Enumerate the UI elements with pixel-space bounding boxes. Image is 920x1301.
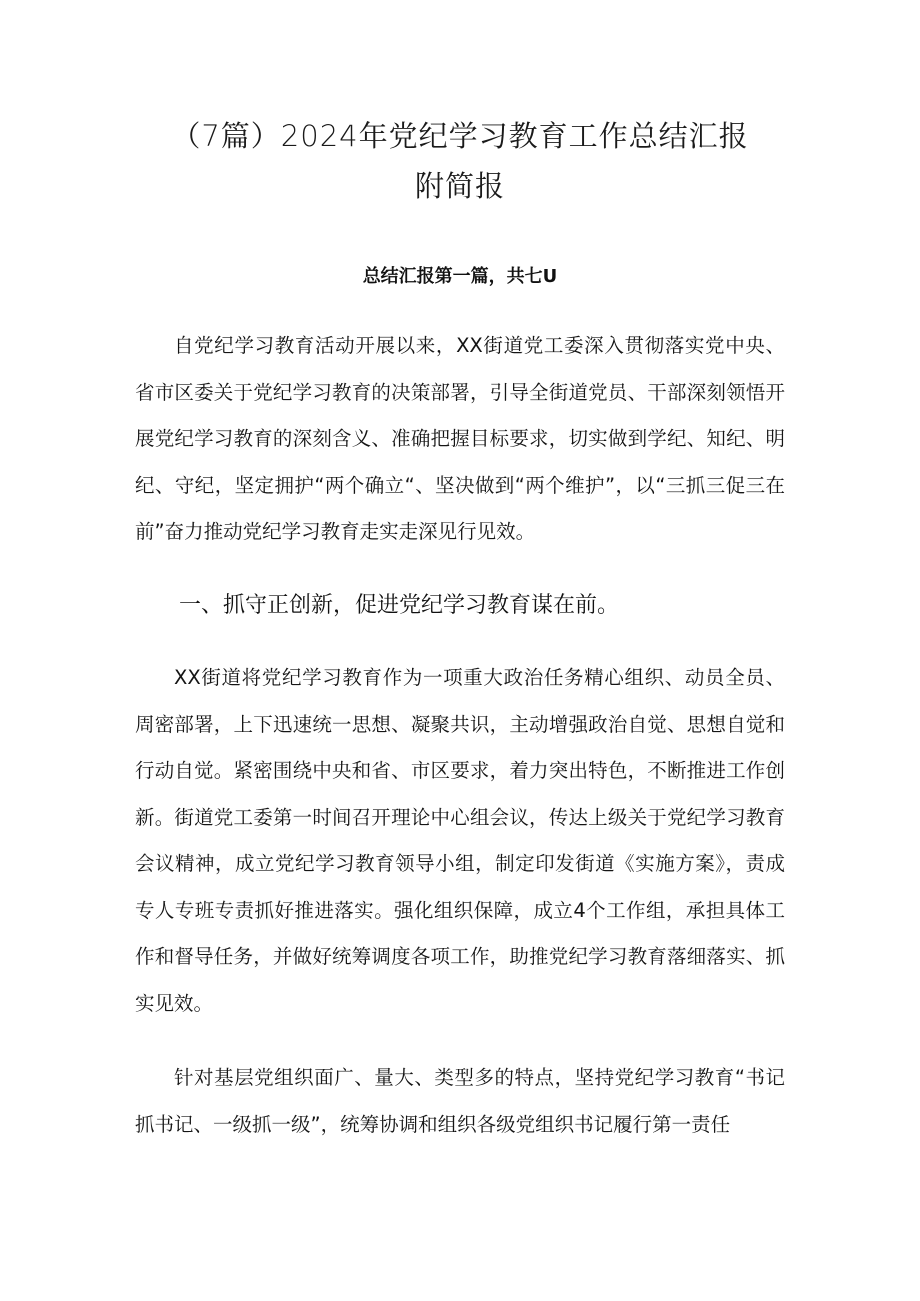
section-subtitle: 总结汇报第一篇，共七U	[362, 266, 558, 287]
document-title-line1: （7篇）2024年党纪学习教育工作总结汇报	[171, 119, 749, 153]
body-paragraph-2: XX街道将党纪学习教育作为一项重大政治任务精心组织、动员全员、周密部署，上下迅速统一思想、凝聚共识，主动增强政治自觉、思想自觉和行动自觉。紧密围绕中央和省、市区要求，着力突出特色，不断推进工作创新。街道党工委第一时间召开理论中心组会议，传达上级关于党纪学习教育会议精神，成立党纪学习教育领导小组，制定印发街道《实施方案》，责成专人专班专责抓好推进落实。强化组织保障，成立4个工作组，承担具体工作和督导任务，并做好统筹调度各项工作，助推党纪学习教育落细落实、抓实见效。	[135, 666, 785, 1015]
body-paragraph-3: 针对基层党组织面广、量大、类型多的特点，坚持党纪学习教育“书记抓书记、一级抓一级”，统筹协调和组织各级党组织书记履行第一责任	[135, 1066, 785, 1136]
section-heading-1: 一、抓守正创新，促进党纪学习教育谋在前。	[179, 593, 620, 618]
body-paragraph-1: 自党纪学习教育活动开展以来，XX街道党工委深入贯彻落实党中央、省市区委关于党纪学习教育的决策部署，引导全街道党员、干部深刻领悟开展党纪学习教育的深刻含义、准确把握目标要求，切实做到学纪、知纪、明纪、守纪，坚定拥护“两个确立“、坚决做到“两个维护”，以“三抓三促三在前”奋力推动党纪学习教育走实走深见行见效。	[135, 334, 785, 543]
document-title-line2: 附简报	[414, 169, 505, 203]
